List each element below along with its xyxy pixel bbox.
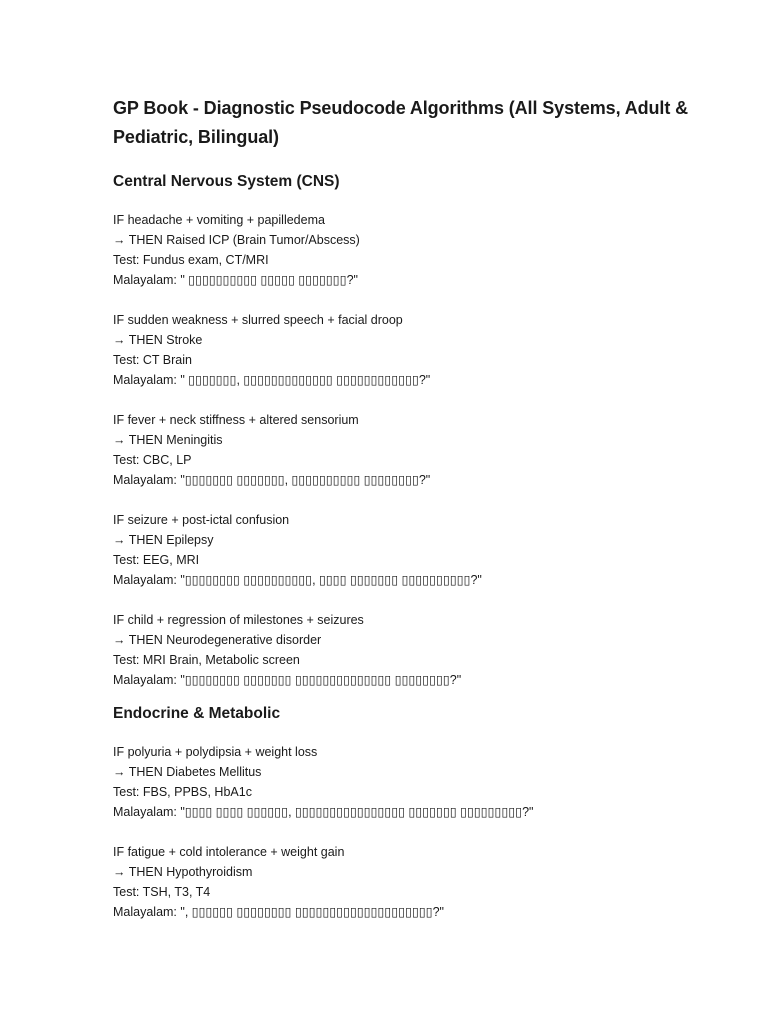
diagnosis-line: → THEN Raised ICP (Brain Tumor/Abscess) <box>113 233 360 247</box>
malayalam-line: Malayalam: ", ▯▯▯▯▯▯ ▯▯▯▯▯▯▯▯ ▯▯▯▯▯▯▯▯▯▯▯▯▯▯▯▯▯▯▯▯?" <box>113 905 444 919</box>
diagnosis-line: → THEN Neurodegenerative disorder <box>113 633 322 647</box>
section-cns <box>113 172 713 690</box>
algorithm-block <box>113 742 713 822</box>
test-line: Test: CT Brain <box>113 353 192 367</box>
algorithm-block <box>113 410 713 490</box>
diagnosis-line: → THEN Meningitis <box>113 433 223 447</box>
malayalam-line: Malayalam: " ▯▯▯▯▯▯▯, ▯▯▯▯▯▯▯▯▯▯▯▯▯ ▯▯▯▯▯▯▯▯▯▯▯▯?" <box>113 373 431 387</box>
test-line: Test: Fundus exam, CT/MRI <box>113 253 269 267</box>
condition-line: IF sudden weakness + slurred speech + facial droop <box>113 313 403 327</box>
malayalam-line: Malayalam: "▯▯▯▯▯▯▯▯ ▯▯▯▯▯▯▯ ▯▯▯▯▯▯▯▯▯▯▯▯▯▯ ▯▯▯▯▯▯▯▯?" <box>113 673 462 687</box>
test-line: Test: TSH, T3, T4 <box>113 885 211 899</box>
algorithm-block <box>113 510 713 590</box>
diagnosis-line: → THEN Stroke <box>113 333 203 347</box>
section-heading: Endocrine & Metabolic <box>113 705 281 722</box>
section-endocrine <box>113 704 713 922</box>
condition-line: IF fatigue + cold intolerance + weight gain <box>113 845 345 859</box>
test-line: Test: CBC, LP <box>113 453 192 467</box>
algorithm-block <box>113 210 713 290</box>
test-line: Test: MRI Brain, Metabolic screen <box>113 653 300 667</box>
condition-line: IF fever + neck stiffness + altered sensorium <box>113 413 359 427</box>
document-title: GP Book - Diagnostic Pseudocode Algorithms (All Systems, Adult & Pediatric, Bilingual) <box>113 98 689 147</box>
condition-line: IF seizure + post-ictal confusion <box>113 513 290 527</box>
malayalam-line: Malayalam: "▯▯▯▯▯▯▯▯ ▯▯▯▯▯▯▯▯▯▯, ▯▯▯▯ ▯▯▯▯▯▯▯ ▯▯▯▯▯▯▯▯▯▯?" <box>113 573 482 587</box>
algorithm-block <box>113 842 713 922</box>
condition-line: IF headache + vomiting + papilledema <box>113 213 325 227</box>
condition-line: IF child + regression of milestones + seizures <box>113 613 364 627</box>
malayalam-line: Malayalam: "▯▯▯▯▯▯▯ ▯▯▯▯▯▯▯, ▯▯▯▯▯▯▯▯▯▯ ▯▯▯▯▯▯▯▯?" <box>113 473 431 487</box>
algorithm-block <box>113 310 713 390</box>
test-line: Test: EEG, MRI <box>113 553 200 567</box>
malayalam-line: Malayalam: " ▯▯▯▯▯▯▯▯▯▯ ▯▯▯▯▯ ▯▯▯▯▯▯▯?" <box>113 273 358 287</box>
condition-line: IF polyuria + polydipsia + weight loss <box>113 745 318 759</box>
section-heading: Central Nervous System (CNS) <box>113 173 340 190</box>
malayalam-line: Malayalam: "▯▯▯▯ ▯▯▯▯ ▯▯▯▯▯▯, ▯▯▯▯▯▯▯▯▯▯▯▯▯▯▯▯ ▯▯▯▯▯▯▯ ▯▯▯▯▯▯▯▯▯?" <box>113 805 534 819</box>
algorithm-block <box>113 610 713 690</box>
document-page <box>113 94 713 942</box>
diagnosis-line: → THEN Epilepsy <box>113 533 214 547</box>
test-line: Test: FBS, PPBS, HbA1c <box>113 785 252 799</box>
diagnosis-line: → THEN Hypothyroidism <box>113 865 253 879</box>
diagnosis-line: → THEN Diabetes Mellitus <box>113 765 262 779</box>
